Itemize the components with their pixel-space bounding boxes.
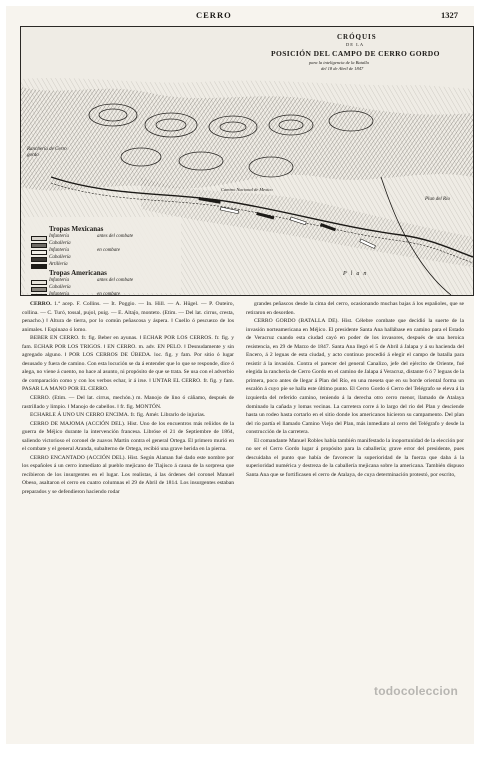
- encyclopedia-page: [6, 6, 474, 744]
- legend-note: antes del combate: [97, 278, 134, 283]
- running-title: CERRO: [196, 10, 232, 20]
- right-text-column: [246, 300, 464, 479]
- legend-row: [29, 234, 179, 241]
- legend-label: Infantería: [49, 248, 69, 253]
- legend-row: [29, 241, 179, 248]
- entry-paragraph: [22, 334, 234, 394]
- entry-text: CERRO ENCANTADO (ACCIÓN DEL). Hist. Según Alaman fué dado este nombre por los españoles á un cerro inmediato al pueblo mejicano de Tlajisco á causa de la sorpresa que recibieron de los insurgentes en el lugar. Los realistas, á las órdenes del coronel Manuel Obeso, asaltaron el cerro en cuatro columnas el 29 de Abril de 1814. Los insurgentes estaban preparados y se defendieron haciendo rodar: [22, 454, 234, 496]
- legend-note: en combate: [97, 292, 120, 296]
- legend-row: [29, 285, 179, 292]
- legend-row: [29, 248, 179, 255]
- entry-text: CERRO GORDO (BATALLA DE). Hist. Célebre combate que decidió la suerte de la invasión norteamericana en Méjico. El presidente Santa Ana hallábase en camino para el Estado de Veracruz cuando esta ciudad cayó en poder de los invasores, después de una heroica resistencia, en 29 de Marzo de 1847. Santa Ana llegó el 5 de Abril á Jalapa y á su hacienda del Encero, á 2 leguas de esta ciudad, y acto continuo procedió á elegir el campo de batalla para resistir á la invasión. Contra el parecer del general Canalizo, jefe del ejército de Oriente, fué elegida la ranchería de Cerro Gordo en el camino de Jalapa á Veracruz, distante 6 ó 7 leguas de la primera, poco antes de llegar á Plan del Río, en una meseta que en su borde oriental forma un escalón á cuyo pie se halla este último punto. El Cerro Gordo ó Cerro del Telégrafo se eleva á la izquierda del referido camino, teniendo á la derecha otro cerro menor, llamado de Atalaya dominado la cañada y lomas vecinas. La carretera corre á lo largo del río del Plan y desciende hasta un rodeo hasta cortarlo en el sitio donde los americanos hicieron su campamento. Del plan del río partía el llamado Camino Viejo del Plan, más inmediato al cerro del Telégrafo y desde la construcción de la carretera.: [246, 318, 464, 436]
- legend-mexican-rows: [29, 234, 179, 269]
- map-label-plan: Plan: [343, 271, 371, 277]
- battle-map: [20, 26, 474, 296]
- entry-paragraph: [22, 411, 234, 420]
- entry-text: ECHARLE Á UNO UN CERRO ENCIMA. fr. fig. Amér. Librarlo de injurias.: [30, 412, 206, 419]
- map-title-line-4: para la inteligencia de la Batalla: [309, 60, 369, 65]
- page-number: 1327: [441, 10, 458, 20]
- map-legend: [29, 225, 179, 296]
- legend-note: en combate: [97, 248, 120, 253]
- entry-text: CERRO. (Etim. — Del lat. cirrus, mechón.) m. Manojo de lino ó cáñamo, después de rastrillado y limpio. ‖ Manojo de cabellos. ‖ fr. fig. MONTÓN.: [22, 395, 234, 410]
- left-text-column: [22, 300, 234, 497]
- legend-label: Caballería: [49, 255, 71, 260]
- entry-paragraph: [22, 420, 234, 454]
- map-title-line-2: DE LA: [346, 42, 365, 47]
- legend-row: [29, 292, 179, 296]
- entry-text: 1.ª acep. F. Collins. — It. Poggio. — In. Hill. — A. Hügel. — P. Outeiro, collina. — C. Turó, tossal, pujol, puig. — E. Altaĵo, monteto. (Etim. — Del lat. cirrus, cresta, penacho.) ‖ Altura de tierra, por lo común peñascosa y áspera. ‖ Cuello ó pescuezo de los animales. ‖ Espinazo ó lomo.: [22, 301, 234, 333]
- map-title-line-1: CRÓQUIS: [337, 33, 377, 41]
- legend-label: Infantería: [49, 292, 69, 296]
- map-label-camino: Camino Nacional de Mexico: [221, 187, 273, 192]
- entry-text: BEBER EN CERRO. fr. fig. Beber en ayunas. ‖ ECHAR POR LOS CERROS. fr. fig. y fam. ECHAR POR LOS TRIGOS. ‖ EN CERRO. m. adv. EN PELO. ‖ Desnudamente y sin agregado alguno. ‖ POR LOS CERROS DE ÚBEDA. loc. fig. y fam. Por sitio ó lugar desusado y fuera de camino. Con esta locución se da á entender que lo que se responde, dice ó alega, no viene á cuento, no hace al asunto, ni propósito de que se trata. Se usa con el adverbio de comparación como y con los verbos echar, ir á irse. ‖ UNTAR EL CERRO. fr. fig. y fam. PASAR LA MANO POR EL CERRO.: [22, 335, 234, 393]
- entry-paragraph: [22, 300, 234, 334]
- watermark-logo: todocoleccion: [374, 684, 458, 698]
- entry-text: El comandante Manuel Robles había también manifestado la inoportunidad de la elección por no ser el Cerro Gordo lugar á propósito para la caballería; grave error del presidente, pues descuidaba el punto que había de favorecer la superioridad de la fuerza que daba á la superioridad numérica y destreza de la caballería mejicana sobre la americana. También dispuso Santa Ana que se fortificasen el cerro de Atalaya, de cuya determinación protestó, por escrito,: [246, 437, 464, 478]
- legend-swatch: [31, 294, 47, 296]
- legend-swatch: [31, 264, 47, 269]
- entry-headword: CERRO.: [30, 301, 52, 307]
- legend-label: Infantería: [49, 278, 69, 283]
- entry-paragraph: [246, 437, 464, 480]
- legend-row: [29, 262, 179, 269]
- legend-label: Infantería: [49, 234, 69, 239]
- map-label-plan-del-rio: Plan del Rio: [425, 197, 450, 202]
- legend-row: [29, 255, 179, 262]
- map-title-line-3: POSICIÓN DEL CAMPO DE CERRO GORDO: [271, 49, 440, 58]
- entry-paragraph: [22, 454, 234, 497]
- legend-row: [29, 278, 179, 285]
- legend-heading-american: Tropas Americanas: [49, 269, 107, 277]
- entry-paragraph: [246, 317, 464, 437]
- running-head: [6, 10, 474, 22]
- legend-label: Caballería: [49, 285, 71, 290]
- legend-heading-mexican: Tropas Mexicanas: [49, 225, 104, 233]
- entry-paragraph: [246, 300, 464, 317]
- map-label-rancheria: Ranchería de Cerro gordo: [27, 147, 67, 158]
- legend-american-rows: [29, 278, 179, 296]
- entry-text: CERRO DE MAJOMA (ACCIÓN DEL). Hist. Uno de los encuentros más reñidos de la guerra de Méjico durante la intervención francesa. Libróse el 21 de Septiembre de 1864, saliendo victorioso el coronel de zuavos Martin contra el general Ortega. El primero murió en el combate y el general Aranda, subalterno de Ortega, recibió una grave herida en la pierna.: [22, 420, 234, 453]
- map-title-line-5: del 18 de Abril de 1847: [321, 66, 364, 71]
- entry-paragraph: [22, 394, 234, 411]
- legend-label: Artillería: [49, 262, 68, 267]
- legend-label: Caballería: [49, 241, 71, 246]
- legend-note: antes del combate: [97, 234, 134, 239]
- entry-text: grandes peñascos desde la cima del cerro, ocasionando muchas bajas á los españoles, que se retiraron en desorden.: [246, 301, 464, 316]
